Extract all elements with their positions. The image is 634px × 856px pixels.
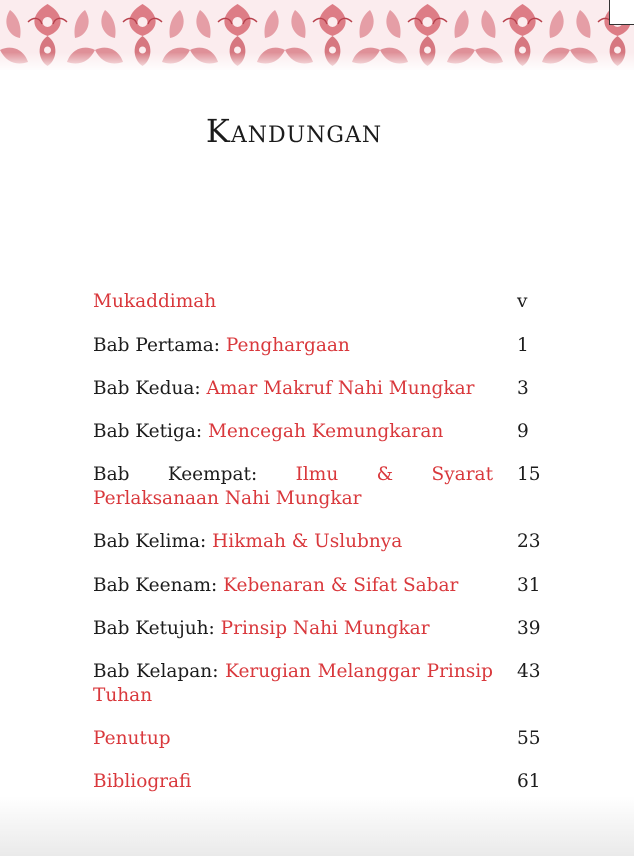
toc-title: Kerugian Melanggar Prinsip Tuhan [93,661,493,706]
toc-page-number: 9 [517,421,529,442]
toc-prefix: Bab Kelapan: [93,661,226,682]
toc-item-bab-kelapan[interactable] [93,660,541,708]
toc-title: Mencegah Kemungkaran [207,421,444,442]
toc-item-bab-ketujuh[interactable] [93,617,541,641]
toc-page-number: 1 [517,335,529,356]
toc-page-number: 39 [517,618,541,639]
toc-title: Penutup [93,728,171,749]
toc-item-bab-keempat[interactable] [93,463,541,511]
toc-page-number: 15 [517,464,541,485]
toc-item-bab-pertama[interactable] [93,334,529,358]
toc-title: Penghargaan [225,335,350,356]
toc-item-bab-keenam[interactable] [93,574,541,598]
damask-pattern [0,0,634,70]
toc-title: Bibliografi [93,771,192,792]
toc-title: Amar Makruf Nahi Mungkar [206,378,475,399]
toc-item-bab-ketiga[interactable] [93,420,529,444]
toc-item-penutup[interactable] [93,727,541,751]
toc-page-number: v [517,291,528,312]
toc-page-number: 43 [517,661,541,682]
toc-title: Prinsip Nahi Mungkar [220,618,430,639]
toc-page-number: 61 [517,771,541,792]
toc-title: Mukaddimah [93,291,217,312]
toc-item-bab-kelima[interactable] [93,530,541,554]
decorative-banner [0,0,634,70]
bottom-shadow [0,796,634,856]
toc-title: Hikmah & Uslubnya [212,531,403,552]
toc-page-number: 3 [517,378,529,399]
toc-title: Kebenaran & Sifat Sabar [223,575,459,596]
toc-item-bab-kedua[interactable] [93,377,529,401]
toc-title: Ilmu & Syarat Perlaksanaan Nahi Mungkar [93,464,493,509]
toc-prefix: Bab Keempat: [93,464,296,485]
toc-page-number: 23 [517,531,541,552]
toc-prefix: Bab Ketujuh: [93,618,221,639]
page-corner-mark [609,0,634,25]
toc-item-bibliografi[interactable] [93,770,541,794]
toc-prefix: Bab Ketiga: [93,421,208,442]
toc-page-number: 31 [517,575,541,596]
toc-prefix: Bab Kelima: [93,531,213,552]
toc-prefix: Bab Keenam: [93,575,224,596]
toc-prefix: Bab Kedua: [93,378,207,399]
toc-item-mukaddimah[interactable] [93,290,527,314]
page-title: Kandungan [205,112,383,150]
toc-page-number: 55 [517,728,541,749]
toc-prefix: Bab Pertama: [93,335,226,356]
